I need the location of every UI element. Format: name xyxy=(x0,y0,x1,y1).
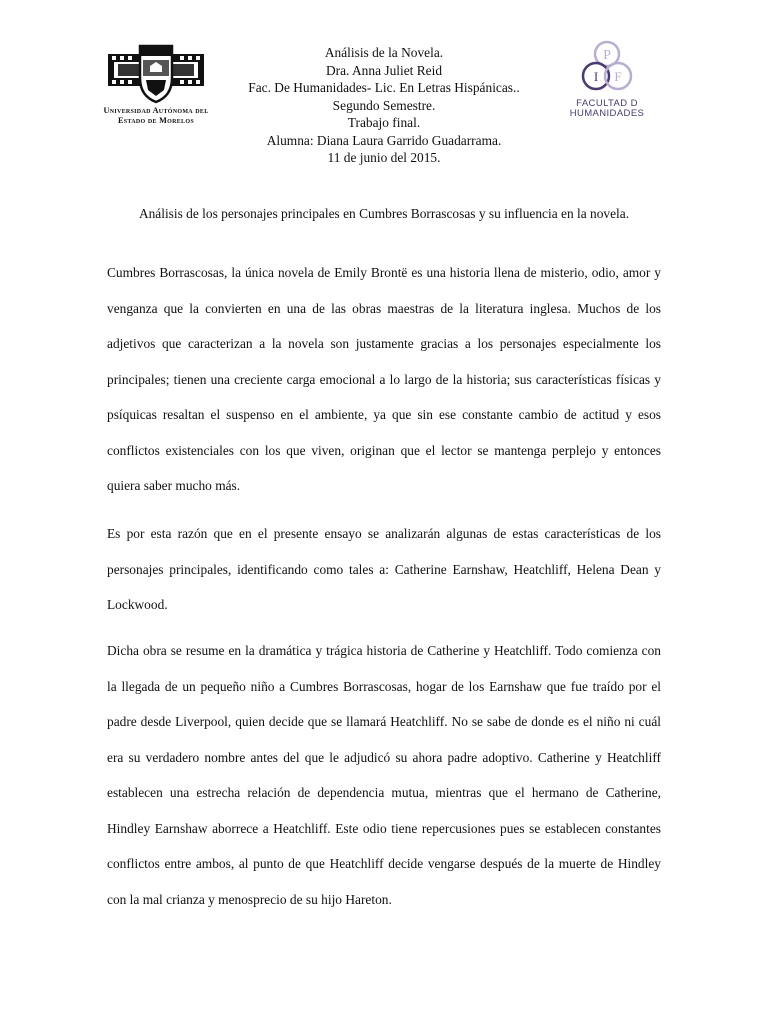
svg-text:I: I xyxy=(593,69,599,84)
body-paragraph-1: Cumbres Borrascosas, la única novela de Emily Brontë es una historia llena de misterio, odio, amor y venganza que la convierten en una de las obras maestras de la literatura inglesa. Muchos de los adjetivos que caracterizan a la novela son justamente gracias a los personajes especialmente los principales; tienen una creciente carga emocional a lo largo de la historia; sus características físicas y psíquicas resaltan el suspenso en el ambiente, ya que sin ese constante cambio de actitud y esos conflictos existenciales con los que viven, originan que el lector se mantenga perplejo y entonces quiera saber mucho más. xyxy=(107,265,661,494)
header-line-assignment: Trabajo final. xyxy=(347,115,421,130)
svg-text:F: F xyxy=(614,69,622,84)
header-line-student: Alumna: Diana Laura Garrido Guadarrama. xyxy=(266,132,502,148)
body-paragraph-2: Es por esta razón que en el presente ensayo se analizarán algunas de estas características de los personajes principales, identificando como tales a: Catherine Earnshaw, Heatchliff, Helena Dean y Lockwood. xyxy=(107,526,661,613)
essay-title: Análisis de los personajes principales en Cumbres Borrascosas y su influencia en la novela. xyxy=(138,206,630,221)
header-line-faculty: Fac. De Humanidades- Lic. En Letras Hispánicas.. xyxy=(248,80,520,95)
uaem-crest-icon xyxy=(106,44,206,104)
faculty-name-line2: HUMANIDADES xyxy=(569,108,645,119)
body-paragraph-3: Dicha obra se resume en la dramática y trágica historia de Catherine y Heatchliff. Todo comienza con la llegada de un pequeño niño a Cumbres Borrascosas, hogar de los Earnshaw que fue traído por el padre desde Liverpool, quien decide que se llamará Heatchliff. No se sabe de donde es el niño ni cuál era su verdadero nombre antes del que le adjudicó su ahora padre adoptivo. Catherine y Heatchliff establecen una estrecha relación de dependencia mutua, mientras que el hermano de Catherine, Hindley Earnshaw aborrece a Heatchliff. Este odio tiene repercusiones pues se establecen constantes conflictos entre ambos, al punto de que Heatchliff decide vengarse después de la muerte de Hindley con la mal crianza y menosprecio de su hijo Hareton. xyxy=(107,643,661,907)
facultad-humanidades-logo-icon xyxy=(572,38,642,98)
university-name-line1: Universidad Autónoma del xyxy=(103,106,209,115)
header-line-course: Análisis de la Novela. xyxy=(324,45,444,60)
faculty-name-line1: FACULTAD D xyxy=(576,98,638,109)
header-line-teacher: Dra. Anna Juliet Reid xyxy=(325,62,443,78)
university-name-line2: Estado de Morelos xyxy=(118,116,194,125)
header-line-date: 11 de junio del 2015. xyxy=(327,150,441,165)
faculty-logo xyxy=(556,38,658,128)
svg-text:P: P xyxy=(603,48,611,63)
document-header xyxy=(200,44,568,167)
header-line-semester: Segundo Semestre. xyxy=(332,97,436,113)
